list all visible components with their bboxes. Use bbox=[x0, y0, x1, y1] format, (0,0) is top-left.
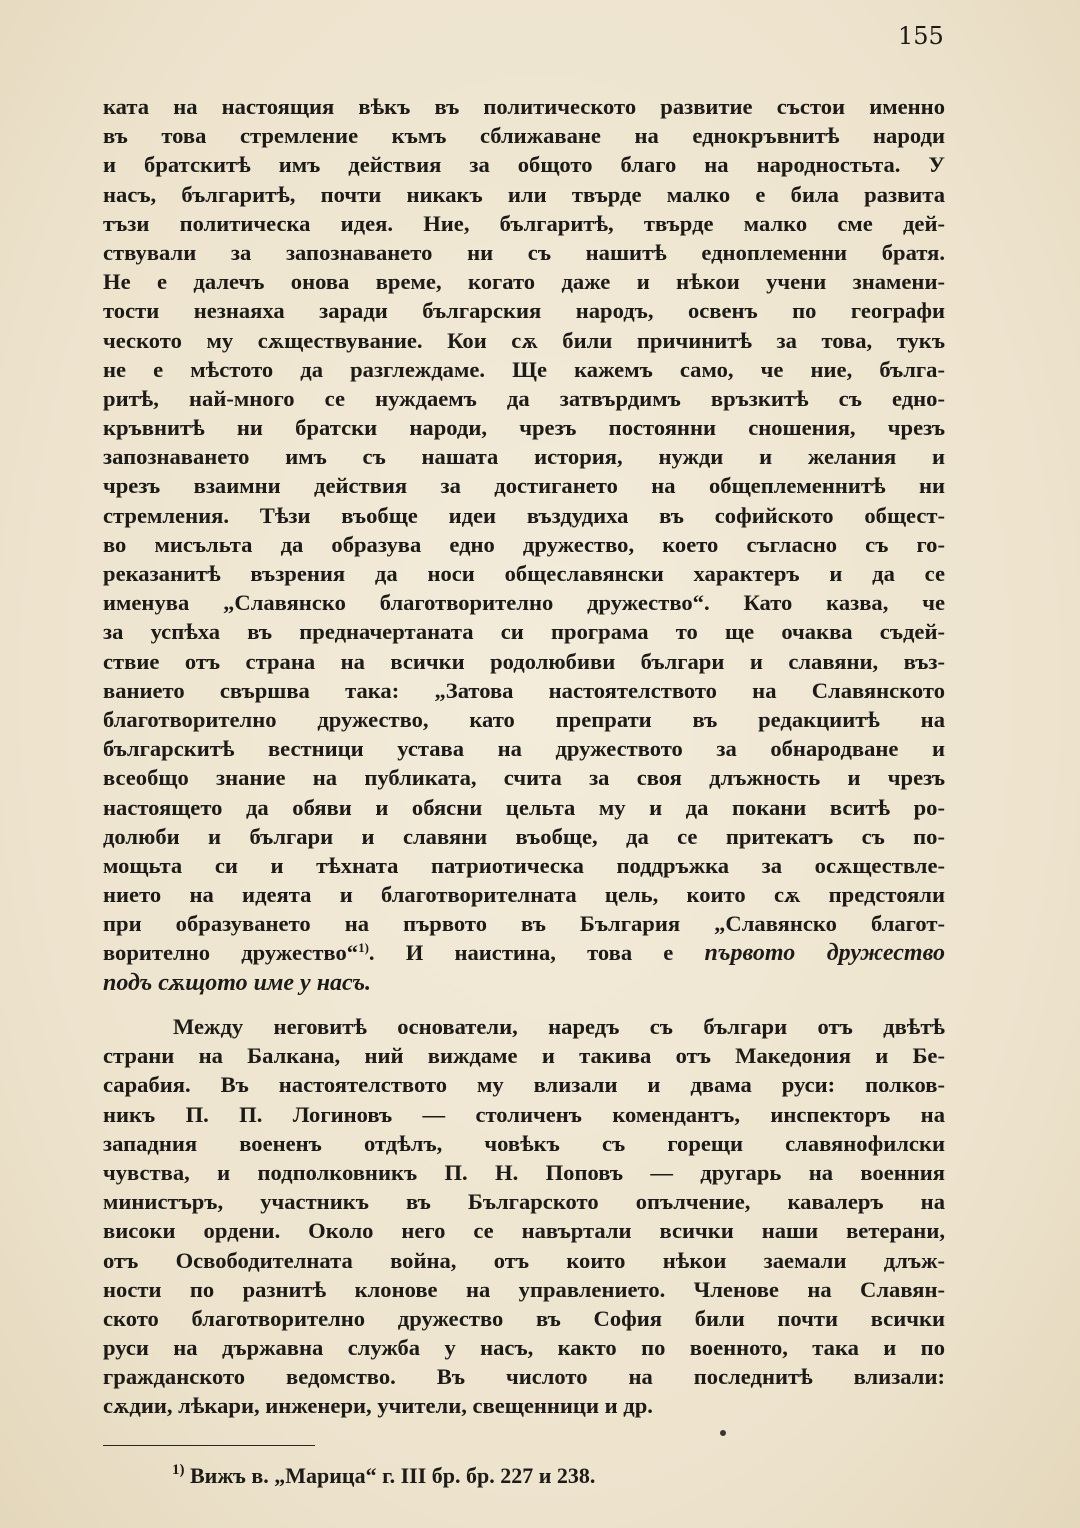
text-line: Между неговитѣ основатели, наредъ съ българи отъ двѣтѣ bbox=[173, 1014, 945, 1039]
text-line: всеобщо знание на публиката, счита за своя длъжность и чрезъ bbox=[103, 765, 945, 791]
paragraph-1 bbox=[103, 92, 945, 997]
text-line: именува „Славянско благотворително дружество“. Като казва, че bbox=[103, 590, 945, 616]
text-line: мощьта си и тѣхната патриотическа поддръжка за осѫществле- bbox=[103, 852, 945, 878]
text-line: тости незнаяха заради българския народъ, освенъ по географи bbox=[103, 298, 945, 324]
line-continuation: . И наистина, това е bbox=[368, 940, 674, 966]
text-line-with-footnote bbox=[103, 938, 945, 967]
emphasis-text: първото дружество bbox=[704, 940, 945, 967]
text-line: насъ, българитѣ, почти никакъ или твърде малко е била развита bbox=[103, 181, 945, 207]
text-line: въ това стремление къмъ сближаване на еднокръвнитѣ народи bbox=[103, 123, 945, 149]
text-line: и братскитѣ имъ действия за общото благо на народностьта. У bbox=[103, 152, 945, 178]
text-line: ствували за запознаването ни съ нашитѣ едноплеменни братя. bbox=[103, 239, 945, 265]
ink-speck bbox=[720, 1430, 726, 1436]
text-line: чрезъ взаимни действия за достигането на общеплеменнитѣ ни bbox=[103, 473, 945, 499]
text-line: ности по разнитѣ клонове на управлението. Членове на Славян- bbox=[103, 1276, 945, 1302]
text-line: Не е далечъ онова време, когато даже и нѣкои учени знамени- bbox=[103, 269, 945, 295]
text-line: не е мѣстото да разглеждаме. Ще кажемъ само, че ние, бълга- bbox=[103, 356, 945, 382]
text-line: во мисъльта да образува едно дружество, което съгласно съ го- bbox=[103, 531, 945, 557]
text-line: за успѣха въ предначертаната си програма то ще очаква съдей- bbox=[103, 619, 945, 645]
paragraph-2 bbox=[103, 1012, 945, 1421]
text-line: гражданското ведомство. Въ числото на последнитѣ влизали: bbox=[103, 1364, 945, 1390]
text-line: ствие отъ страна на всички родолюбиви българи и славяни, въз- bbox=[103, 648, 945, 674]
text-line: ката на настоящия вѣкъ въ политическото развитие състои именно bbox=[103, 94, 945, 119]
text-line-last bbox=[103, 968, 945, 997]
text-line: българскитѣ вестници устава на дружеството за обнародване и bbox=[103, 736, 945, 762]
footnote-divider bbox=[103, 1445, 315, 1446]
text-line: ческото му сѫществувание. Кои сѫ били причинитѣ за това, тукъ bbox=[103, 327, 945, 353]
text-line: ското благотворително дружество въ София били почти всички bbox=[103, 1305, 945, 1331]
text-line: настоящето да обяви и обясни цельта му и да покани вситѣ ро- bbox=[103, 794, 945, 820]
text-line: сарабия. Въ настоятелството му влизали и двама руси: полков- bbox=[103, 1072, 945, 1098]
text-line: кръвнитѣ ни братски народи, чрезъ постоянни сношения, чрезъ bbox=[103, 415, 945, 441]
text-line-last: сѫдии, лѣкари, инженери, учители, свещенници и др. bbox=[103, 1393, 653, 1419]
text-line: нието на идеята и благотворителната цель, които сѫ предстояли bbox=[103, 882, 945, 908]
text-line: долюби и българи и славяни въобще, да се притекатъ съ по- bbox=[103, 823, 945, 849]
line-start: ворително дружество“ bbox=[103, 940, 359, 966]
text-line: министъръ, участникъ въ Българското опълчение, кавалеръ на bbox=[103, 1189, 945, 1215]
text-line: западния воененъ отдѣлъ, човѣкъ съ горещи славянофилски bbox=[103, 1130, 945, 1156]
emphasis-text: подъ сѫщото име у насъ. bbox=[103, 969, 371, 996]
text-line: отъ Освободителната война, отъ които нѣкои заемали длъж- bbox=[103, 1247, 945, 1273]
text-line: реказанитѣ възрения да носи общеславянски характеръ и да се bbox=[103, 561, 945, 586]
page-number: 155 bbox=[898, 22, 944, 50]
text-line: ванието свършва така: „Затова настоятелството на Славянското bbox=[103, 677, 945, 703]
text-line: чувства, и подполковникъ П. Н. Поповъ — другарь на военния bbox=[103, 1159, 945, 1185]
text-line: ритѣ, най-много се нуждаемъ да затвърдимъ връзкитѣ съ едно- bbox=[103, 385, 945, 411]
text-line: благотворително дружество, като препрати въ редакциитѣ на bbox=[103, 706, 945, 732]
text-line: тъзи политическа идея. Ние, българитѣ, твърде малко сме дей- bbox=[103, 210, 945, 236]
text-line: страни на Балкана, ний виждаме и такива отъ Македония и Бе- bbox=[103, 1043, 945, 1069]
text-line: руси на държавна служба у насъ, както по военното, така и по bbox=[103, 1335, 945, 1361]
text-line: високи ордени. Около него се навъртали всички наши ветерани, bbox=[103, 1218, 945, 1244]
footnote-marker: 1) bbox=[172, 1462, 185, 1478]
text-line: при образуването на първото въ България „Славянско благот- bbox=[103, 911, 945, 937]
text-line: стремления. Тѣзи въобще идеи въздудиха въ софийското общест- bbox=[103, 502, 945, 528]
footnote bbox=[172, 1462, 595, 1489]
footnote-text: Вижъ в. „Марица“ г. III бр. бр. 227 и 238. bbox=[190, 1463, 596, 1488]
text-line: никъ П. П. Логиновъ — столиченъ комендантъ, инспекторъ на bbox=[103, 1101, 945, 1127]
text-line: запознаването имъ съ нашата история, нужди и желания и bbox=[103, 444, 945, 470]
footnote-reference[interactable]: 1) bbox=[358, 940, 369, 956]
